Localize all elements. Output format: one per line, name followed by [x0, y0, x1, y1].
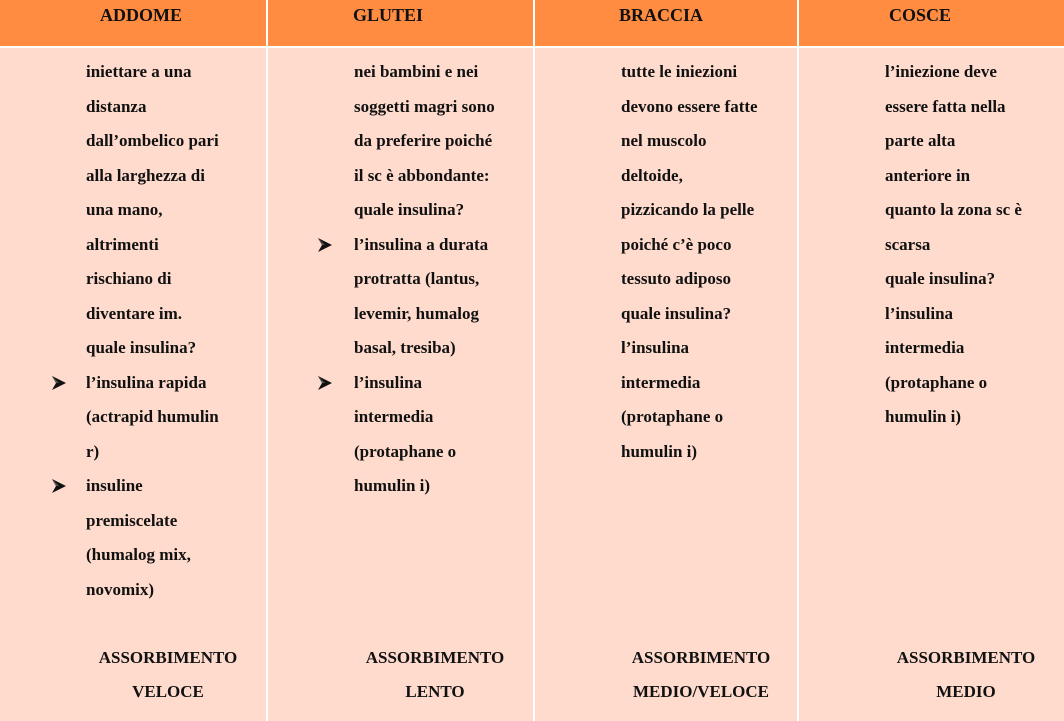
- absorption-speed: LENTO: [405, 682, 465, 701]
- bullet-arrow-icon: [318, 376, 332, 390]
- cell-text-line: devono essere fatte: [621, 96, 758, 116]
- cell-text-line: rischiano di: [86, 269, 172, 288]
- header-label-cosce: COSCE: [889, 5, 952, 25]
- bullet-arrow-icon: [52, 376, 66, 390]
- cell-text-line: iniettare a una: [86, 62, 192, 81]
- cell-text-line: basal, tresiba): [354, 338, 456, 357]
- cell-text-line: (protaphane o: [621, 407, 724, 426]
- cell-text-line: protratta (lantus,: [354, 269, 480, 288]
- cell-text-line: quale insulina?: [86, 338, 197, 357]
- absorption-label: ASSORBIMENTO: [98, 648, 238, 667]
- cell-text-line: nel muscolo: [621, 131, 707, 150]
- cell-text-line: poiché c’è poco: [621, 234, 732, 254]
- header-label-glutei: GLUTEI: [353, 5, 424, 25]
- cell-text-line: diventare im.: [86, 303, 183, 323]
- cell-text-line: r): [86, 441, 100, 461]
- bullet-item-text: l’insulina a durata: [354, 234, 489, 254]
- header-label-braccia: BRACCIA: [619, 5, 704, 25]
- cell-text-line: novomix): [86, 579, 154, 599]
- cell-text-line: nei bambini e nei: [354, 62, 479, 81]
- cell-text-line: levemir, humalog: [354, 303, 479, 323]
- cell-text-line: parte alta: [885, 131, 956, 150]
- absorption-speed: MEDIO/VELOCE: [632, 682, 770, 701]
- absorption-speed: VELOCE: [132, 682, 204, 701]
- cell-text-line: (humalog mix,: [86, 545, 191, 564]
- cell-text-line: premiscelate: [86, 510, 178, 530]
- cell-text-line: humulin i): [354, 476, 431, 495]
- header-label-addome: ADDOME: [100, 5, 182, 25]
- header-cell-glutei: [268, 0, 535, 46]
- cell-text-line: quale insulina?: [354, 200, 465, 219]
- cell-text-line: dall’ombelico pari: [86, 131, 219, 150]
- cell-text-line: alla larghezza di: [86, 165, 205, 185]
- cell-cosce: [799, 48, 1064, 721]
- cell-text-line: (actrapid humulin: [86, 407, 219, 426]
- cell-text-line: una mano,: [86, 200, 163, 219]
- cell-text-line: (protaphane o: [885, 372, 988, 392]
- cell-text-line: intermedia: [621, 372, 701, 392]
- cell-text-line: quanto la zona sc è: [885, 200, 1022, 219]
- cell-text-line: l’insulina: [885, 303, 954, 323]
- body-row: [0, 48, 1064, 721]
- absorption-speed: MEDIO: [936, 682, 996, 701]
- cell-text-line: quale insulina?: [621, 303, 732, 323]
- cell-text-line: tutte le iniezioni: [621, 62, 738, 81]
- cell-text-line: pizzicando la pelle: [621, 200, 755, 219]
- cell-text-line: essere fatta nella: [885, 96, 1006, 116]
- cell-text-line: humulin i): [621, 441, 698, 461]
- cell-text-line: scarsa: [885, 234, 931, 254]
- bullet-arrow-icon: [318, 238, 332, 252]
- cell-text-line: l’iniezione deve: [885, 62, 997, 81]
- cell-text-line: l’insulina: [621, 338, 690, 357]
- header-cell-addome: [0, 0, 268, 46]
- header-cell-braccia: [535, 0, 799, 46]
- cell-text-line: altrimenti: [86, 234, 159, 254]
- absorption-label: ASSORBIMENTO: [365, 648, 505, 667]
- cell-text-line: soggetti magri sono: [354, 96, 495, 116]
- cell-text-line: tessuto adiposo: [621, 269, 732, 288]
- cell-text-line: da preferire poiché: [354, 131, 493, 150]
- cell-text-line: intermedia: [354, 407, 434, 426]
- cell-text-line: distanza: [86, 96, 147, 116]
- cell-text-line: deltoide,: [621, 165, 683, 185]
- header-row: [0, 0, 1064, 46]
- cell-addome: [0, 48, 268, 721]
- bullet-item-text: l’insulina rapida: [86, 372, 207, 392]
- cell-text-line: intermedia: [885, 338, 965, 357]
- cell-text-line: il sc è abbondante:: [354, 165, 490, 185]
- header-cell-cosce: [799, 0, 1064, 46]
- cell-text-line: quale insulina?: [885, 269, 996, 288]
- cell-text-line: anteriore in: [885, 165, 971, 185]
- absorption-label: ASSORBIMENTO: [631, 648, 771, 667]
- cell-glutei: [268, 48, 535, 721]
- bullet-arrow-icon: [52, 479, 66, 493]
- cell-text-line: (protaphane o: [354, 441, 457, 461]
- bullet-item-text: insuline: [86, 476, 143, 495]
- cell-braccia: [535, 48, 799, 721]
- bullet-item-text: l’insulina: [354, 372, 423, 392]
- absorption-label: ASSORBIMENTO: [896, 648, 1036, 667]
- cell-text-line: humulin i): [885, 407, 962, 426]
